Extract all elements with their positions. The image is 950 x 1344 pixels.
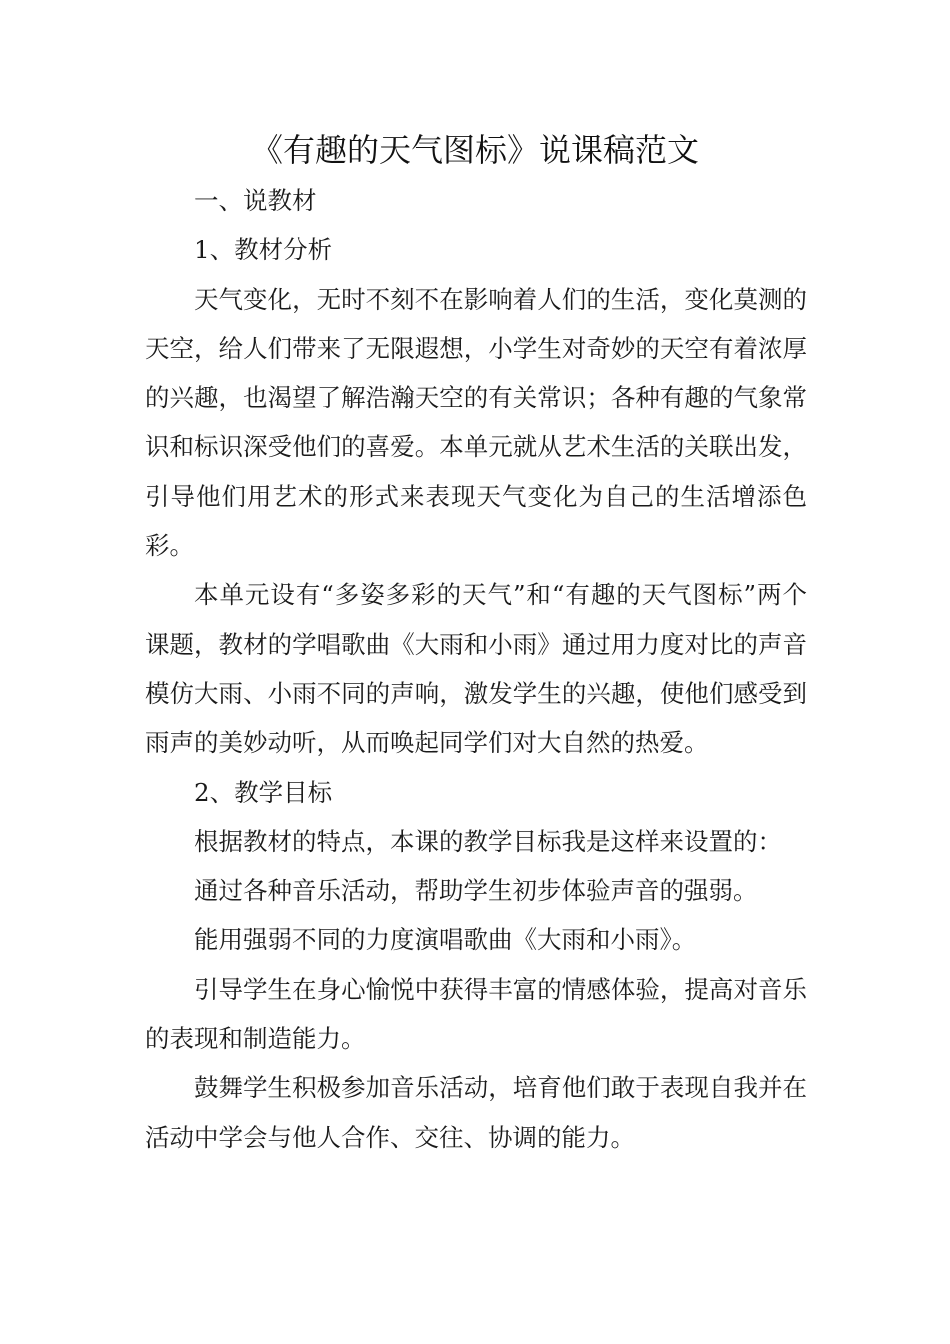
paragraph-goals-intro: 根据教材的特点，本课的教学目标我是这样来设置的： <box>194 826 782 856</box>
paragraph-weather-intro: 天气变化，无时不刻不在影响着人们的生活，变化莫测的天空，给人们带来了无限遐想，小学生对奇妙的天空有着浓厚的兴趣，也渴望了解浩瀚天空的有关常识；各种有趣的气象常识和标识深受他们的喜爱。本单元就从艺术生活的关联出发，引导他们用艺术的形式来表现天气变化为自己的生活增添色彩。 <box>145 284 807 561</box>
subsection-heading-material-analysis: 1、教材分析 <box>194 235 333 265</box>
paragraph-goal-2: 能用强弱不同的力度演唱歌曲《大雨和小雨》。 <box>194 925 697 955</box>
paragraph-unit-topics: 本单元设有“多姿多彩的天气”和“有趣的天气图标”两个课题，教材的学唱歌曲《大雨和小雨》通过用力度对比的声音模仿大雨、小雨不同的声响，激发学生的兴趣，使他们感受到雨声的美妙动听，从而唤起同学们对大自然的热爱。 <box>145 580 807 758</box>
paragraph-goal-1: 通过各种音乐活动，帮助学生初步体验声音的强弱。 <box>194 876 758 906</box>
section-heading-teaching-material: 一、说教材 <box>194 186 317 215</box>
document-title: 《有趣的天气图标》说课稿范文 <box>250 131 699 169</box>
subsection-heading-teaching-goals: 2、教学目标 <box>194 777 333 807</box>
paragraph-goal-3: 引导学生在身心愉悦中获得丰富的情感体验，提高对音乐的表现和制造能力。 <box>145 974 807 1054</box>
paragraph-goal-4: 鼓舞学生积极参加音乐活动，培育他们敢于表现自我并在活动中学会与他人合作、交往、协调的能力。 <box>145 1073 807 1152</box>
document-body <box>145 176 807 1162</box>
